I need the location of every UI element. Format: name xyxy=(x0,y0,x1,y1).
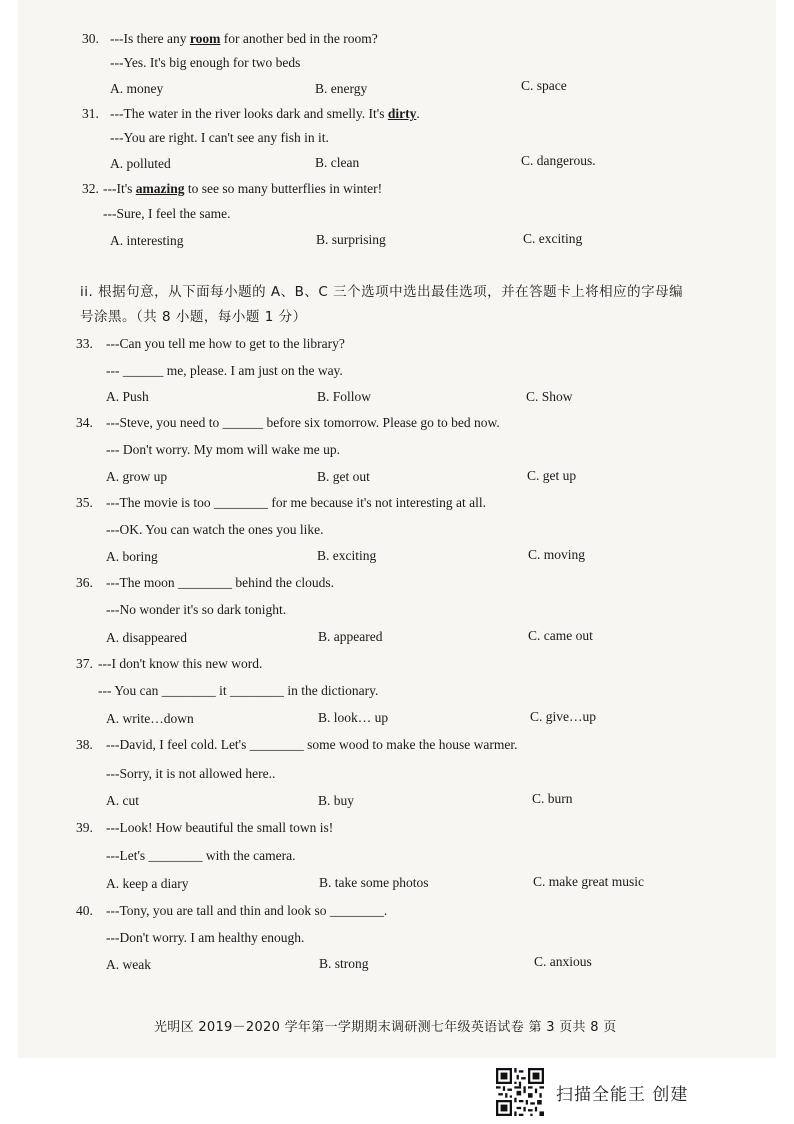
section-instruction-line2: 号涂黑。（共 8 小题，每小题 1 分） xyxy=(80,309,307,325)
option-b: B. exciting xyxy=(317,548,377,563)
option-b: B. appeared xyxy=(318,629,383,644)
question-line: ---Can you tell me how to get to the library? xyxy=(106,336,345,351)
option-a: A. polluted xyxy=(110,156,171,171)
keyword: amazing xyxy=(135,181,185,196)
question-line xyxy=(110,31,378,47)
question-number: 39. xyxy=(76,820,93,835)
question-line: ---Steve, you need to ______ before six tomorrow. Please go to bed now. xyxy=(106,415,500,430)
option-b: B. strong xyxy=(319,956,369,971)
section-instruction-line1: ii. 根据句意，从下面每小题的 A、B、C 三个选项中选出最佳选项，并在答题卡上将相应的字母编 xyxy=(80,284,684,300)
page-footer: 光明区 2019－2020 学年第一学期期末调研测七年级英语试卷 第 3 页共 8 页 xyxy=(154,1020,617,1035)
question-line: ---David, I feel cold. Let's ________ some wood to make the house warmer. xyxy=(106,737,518,752)
option-c: C. make great music xyxy=(533,874,644,889)
question-number: 30. xyxy=(82,31,99,46)
answer-line: ---Let's ________ with the camera. xyxy=(106,848,296,863)
answer-line: --- ______ me, please. I am just on the way. xyxy=(106,363,343,378)
question-number: 33. xyxy=(76,336,93,351)
option-a: A. grow up xyxy=(106,469,168,484)
answer-line: ---OK. You can watch the ones you like. xyxy=(106,522,324,537)
option-a: A. money xyxy=(110,81,164,96)
option-c: C. Show xyxy=(526,389,573,404)
keyword: dirty xyxy=(387,106,417,121)
answer-line: ---Sorry, it is not allowed here.. xyxy=(106,766,276,781)
option-a: A. disappeared xyxy=(106,630,187,645)
option-a: A. weak xyxy=(106,957,151,972)
option-c: C. burn xyxy=(532,791,573,806)
option-a: A. Push xyxy=(106,389,149,404)
option-c: C. anxious xyxy=(534,954,592,969)
answer-line: ---No wonder it's so dark tonight. xyxy=(106,602,287,617)
question-number: 32. xyxy=(82,181,99,196)
option-b: B. clean xyxy=(315,155,360,170)
text: ---It's xyxy=(103,181,136,196)
answer-line: --- You can ________ it ________ in the dictionary. xyxy=(98,683,379,698)
option-c: C. get up xyxy=(527,468,577,483)
option-c: C. give…up xyxy=(530,709,596,724)
option-b: B. energy xyxy=(315,81,368,96)
option-a: A. keep a diary xyxy=(106,876,189,891)
question-line xyxy=(110,106,420,122)
answer-line: ---Don't worry. I am healthy enough. xyxy=(106,930,305,945)
option-b: B. get out xyxy=(317,469,370,484)
option-c: C. came out xyxy=(528,628,593,643)
option-a: A. interesting xyxy=(110,233,184,248)
option-c: C. moving xyxy=(528,547,586,562)
question-number: 38. xyxy=(76,737,93,752)
keyword: room xyxy=(189,31,221,46)
answer-line: --- Don't worry. My mom will wake me up. xyxy=(106,442,341,457)
option-b: B. take some photos xyxy=(319,875,429,890)
answer-line: ---Sure, I feel the same. xyxy=(103,206,231,221)
question-line: ---The movie is too ________ for me because it's not interesting at all. xyxy=(106,495,486,510)
question-line: ---Tony, you are tall and thin and look so ________. xyxy=(106,903,388,918)
answer-line: ---You are right. I can't see any fish in it. xyxy=(110,130,329,145)
answer-line: ---Yes. It's big enough for two beds xyxy=(110,55,301,70)
option-c: C. exciting xyxy=(523,231,583,246)
text: ---The water in the river looks dark and smelly. It's xyxy=(110,106,388,121)
option-c: C. dangerous. xyxy=(521,153,596,168)
question-number: 36. xyxy=(76,575,93,590)
question-number: 37. xyxy=(76,656,93,671)
option-b: B. look… up xyxy=(318,710,389,725)
option-b: B. surprising xyxy=(316,232,386,247)
scanner-watermark-text: 扫描全能王 创建 xyxy=(556,1085,689,1105)
qr-code-icon xyxy=(496,1068,544,1116)
option-a: A. cut xyxy=(106,793,139,808)
question-line: ---I don't know this new word. xyxy=(98,656,263,671)
exam-page xyxy=(18,0,776,1058)
text: . xyxy=(416,106,420,121)
question-number: 34. xyxy=(76,415,93,430)
question-number: 40. xyxy=(76,903,93,918)
option-c: C. space xyxy=(521,78,567,93)
question-line: ---The moon ________ behind the clouds. xyxy=(106,575,334,590)
option-a: A. boring xyxy=(106,549,158,564)
question-line xyxy=(103,181,382,197)
question-number: 31. xyxy=(82,106,99,121)
option-b: B. Follow xyxy=(317,389,372,404)
question-line: ---Look! How beautiful the small town is! xyxy=(106,820,334,835)
option-b: B. buy xyxy=(318,793,355,808)
text: for another bed in the room? xyxy=(220,31,378,46)
question-number: 35. xyxy=(76,495,93,510)
text: to see so many butterflies in winter! xyxy=(184,181,383,196)
option-a: A. write…down xyxy=(106,711,194,726)
text: ---Is there any xyxy=(110,31,190,46)
